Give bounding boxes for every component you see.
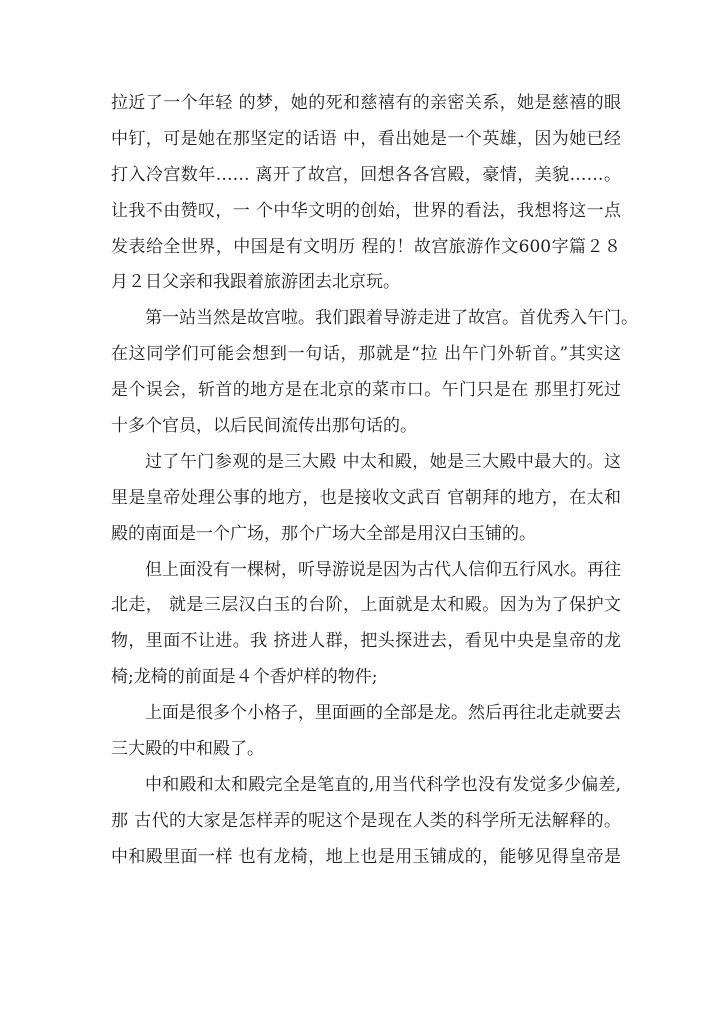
text-line: 发表给全世界，中国是有文明历 程的！故宫旅游作文600字篇２８ [111, 236, 621, 257]
text-line: 中钉，可是她在那坚定的话语 中，看出她是一个英雄，因为她已经 [111, 128, 621, 149]
paragraph-first-line: 中和殿和太和殿完全是笔直的,用当代科学也没有发觉多少偏差, [145, 774, 621, 795]
text-line: 中和殿里面一样 也有龙椅，地上也是用玉铺成的，能够见得皇帝是 [111, 846, 621, 867]
text-line: 里是皇帝处理公事的地方，也是接收文武百 官朝拜的地方，在太和 [111, 487, 621, 508]
text-line: 在这同学们可能会想到一句话，那就是“拉 出午门外斩首。”其实这 [111, 344, 621, 365]
paragraph-first-line: 但上面没有一棵树，听导游说是因为古代人信仰五行风水。再往 [145, 559, 621, 580]
text-line: 那 古代的大家是怎样弄的呢这个是现在人类的科学所无法解释的。 [111, 810, 621, 831]
text-line: 椅;龙椅的前面是４个香炉样的物件; [111, 667, 378, 688]
text-line: 月２日父亲和我跟着旅游团去北京玩。 [111, 272, 400, 293]
text-line: 北走， 就是三层汉白玉的台阶，上面就是太和殿。因为为了保护文 [111, 595, 621, 616]
text-line: 殿的南面是一个广场，那个广场大全部是用汉白玉铺的。 [111, 523, 536, 544]
text-line: 是个误会，斩首的地方是在北京的菜市口。午门只是在 那里打死过 [111, 380, 621, 401]
text-line: 三大殿的中和殿了。 [111, 739, 264, 760]
text-line: 打入冷宫数年…… 离开了故宫，回想各各宫殿，豪情，美貌……。 [111, 164, 621, 185]
text-line: 让我不由赞叹，一 个中华文明的创始，世界的看法，我想将这一点 [111, 200, 621, 221]
paragraph-first-line: 第一站当然是故宫啦。我们跟着导游走进了故宫。首优秀入午门。 [145, 308, 638, 329]
paragraph-first-line: 上面是很多个小格子，里面画的全部是龙。然后再往北走就要去 [145, 703, 621, 724]
essay-body [111, 86, 638, 876]
text-line: 拉近了一个年轻 的梦，她的死和慈禧有的亲密关系，她是慈禧的眼 [111, 93, 621, 113]
paragraph-first-line: 过了午门参观的是三大殿 中太和殿，她是三大殿中最大的。这 [145, 451, 621, 472]
text-line: 物，里面不让进。我 挤进人群，把头探进去，看见中央是皇帝的龙 [111, 631, 621, 652]
text-line: 十多个官员，以后民间流传出那句话的。 [111, 416, 417, 437]
